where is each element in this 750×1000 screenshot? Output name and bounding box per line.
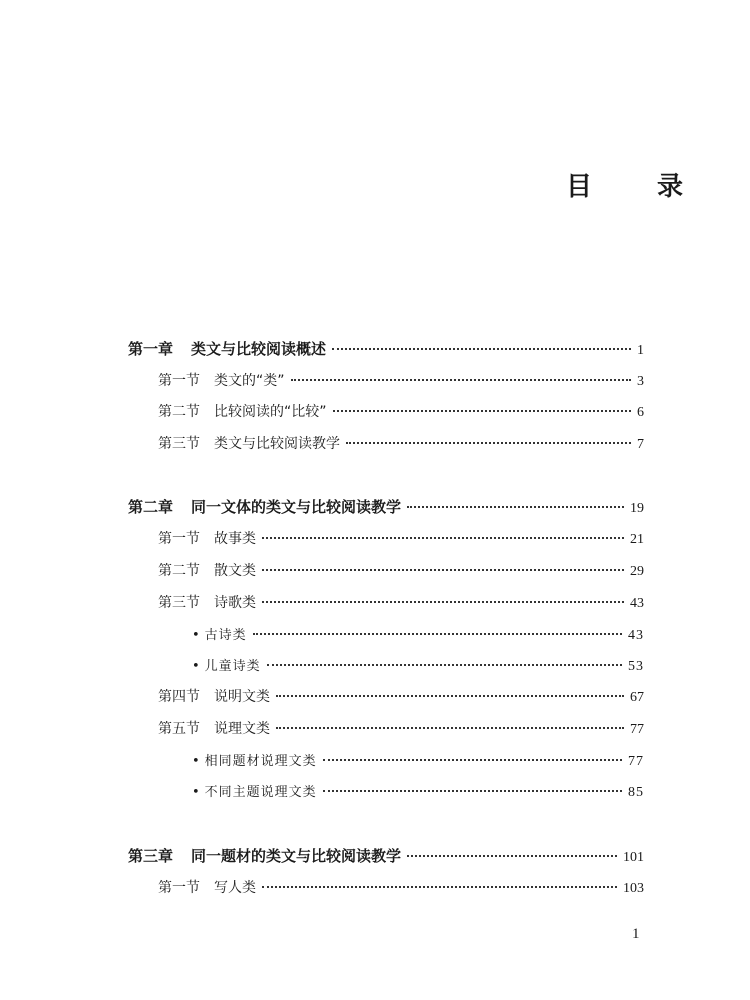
toc-entry-label: 第三节 — [158, 595, 200, 611]
toc-leader-dots — [276, 695, 624, 697]
bullet-icon: • — [192, 628, 201, 643]
toc-entry-text: 比较阅读的“比较” — [214, 404, 327, 420]
toc-leader-dots — [262, 886, 617, 888]
toc-section-2-4[interactable] — [158, 686, 644, 708]
toc-entry-text: 儿童诗类 — [204, 659, 261, 674]
toc-entry-text: 同一文体的类文与比较阅读教学 — [191, 498, 402, 516]
toc-leader-dots — [323, 790, 622, 792]
toc-entry-text: 说明文类 — [214, 689, 270, 705]
toc-entry-label: 第一节 — [158, 880, 200, 896]
toc-leader-dots — [332, 348, 631, 350]
toc-entry-label: 第二节 — [158, 404, 200, 420]
bullet-icon: • — [192, 659, 201, 674]
toc-entry-text: 散文类 — [214, 563, 256, 579]
toc-page-number: 21 — [630, 532, 644, 547]
toc-entry-label: 第一节 — [158, 531, 200, 547]
toc-entry-text: 说理文类 — [214, 721, 270, 737]
toc-entry-label: 第二章 — [128, 498, 174, 516]
page-title: 目 录 — [566, 172, 712, 202]
toc-section-2-5[interactable] — [158, 718, 644, 740]
toc-sub-2-3-2[interactable] — [192, 655, 644, 677]
toc-section-2-2[interactable] — [158, 560, 644, 582]
toc-section-2-3[interactable] — [158, 592, 644, 614]
toc-page-number: 77 — [628, 754, 644, 769]
toc-page-number: 43 — [628, 628, 644, 643]
toc-leader-dots — [407, 855, 617, 857]
toc-entry-text: 古诗类 — [204, 628, 247, 643]
toc-leader-dots — [323, 759, 622, 761]
toc-page-number: 53 — [628, 659, 644, 674]
toc-leader-dots — [267, 664, 622, 666]
toc-page-number: 7 — [637, 437, 644, 452]
toc-leader-dots — [333, 410, 631, 412]
toc-entry-text: 写人类 — [214, 880, 256, 896]
toc-leader-dots — [262, 601, 624, 603]
toc-entry-label: 第二节 — [158, 563, 200, 579]
toc-chapter-2[interactable] — [128, 496, 644, 518]
toc-page-number: 1 — [637, 343, 644, 358]
toc-chapter-3[interactable] — [128, 845, 644, 867]
toc-entry-text: 相同题材说理文类 — [204, 754, 317, 769]
toc-page-number: 103 — [623, 881, 644, 896]
toc-page-number: 85 — [628, 785, 644, 800]
toc-entry-text: 故事类 — [214, 531, 256, 547]
toc-entry-label: 第一节 — [158, 373, 200, 389]
toc-leader-dots — [346, 442, 631, 444]
toc-entry-text: 类文的“类” — [214, 373, 285, 389]
toc-section-3-1[interactable] — [158, 877, 644, 899]
toc-chapter-1[interactable] — [128, 338, 644, 360]
toc-leader-dots — [262, 569, 624, 571]
toc-entry-label: 第三章 — [128, 847, 174, 865]
page-number: 1 — [632, 926, 640, 942]
bullet-icon: • — [192, 785, 201, 800]
bullet-icon: • — [192, 754, 201, 769]
toc-page-number: 19 — [630, 501, 644, 516]
toc-leader-dots — [262, 537, 624, 539]
toc-entry-label: 第三节 — [158, 436, 200, 452]
toc-page-number: 101 — [623, 850, 644, 865]
toc-sub-2-5-2[interactable] — [192, 781, 644, 803]
toc-page-number: 43 — [630, 596, 644, 611]
toc-entry-text: 诗歌类 — [214, 595, 256, 611]
toc-entry-text: 不同主题说理文类 — [204, 785, 317, 800]
toc-section-2-1[interactable] — [158, 528, 644, 550]
toc-page-number: 6 — [637, 405, 644, 420]
toc-leader-dots — [253, 633, 622, 635]
toc-page-number: 29 — [630, 564, 644, 579]
toc-page-number: 67 — [630, 690, 644, 705]
toc-leader-dots — [276, 727, 624, 729]
toc-sub-2-3-1[interactable] — [192, 624, 644, 646]
toc-leader-dots — [407, 506, 624, 508]
toc-section-1-2[interactable] — [158, 401, 644, 423]
toc-entry-label: 第五节 — [158, 721, 200, 737]
toc-section-1-1[interactable] — [158, 370, 644, 392]
toc-entry-label: 第一章 — [128, 340, 174, 358]
toc-entry-text: 同一题材的类文与比较阅读教学 — [191, 847, 402, 865]
toc-page-number: 3 — [637, 374, 644, 389]
toc-entry-label: 第四节 — [158, 689, 200, 705]
toc-page-number: 77 — [630, 722, 644, 737]
toc-section-1-3[interactable] — [158, 433, 644, 455]
toc-entry-text: 类文与比较阅读概述 — [191, 340, 327, 358]
toc-sub-2-5-1[interactable] — [192, 750, 644, 772]
toc-entry-text: 类文与比较阅读教学 — [214, 436, 340, 452]
toc-leader-dots — [291, 379, 631, 381]
